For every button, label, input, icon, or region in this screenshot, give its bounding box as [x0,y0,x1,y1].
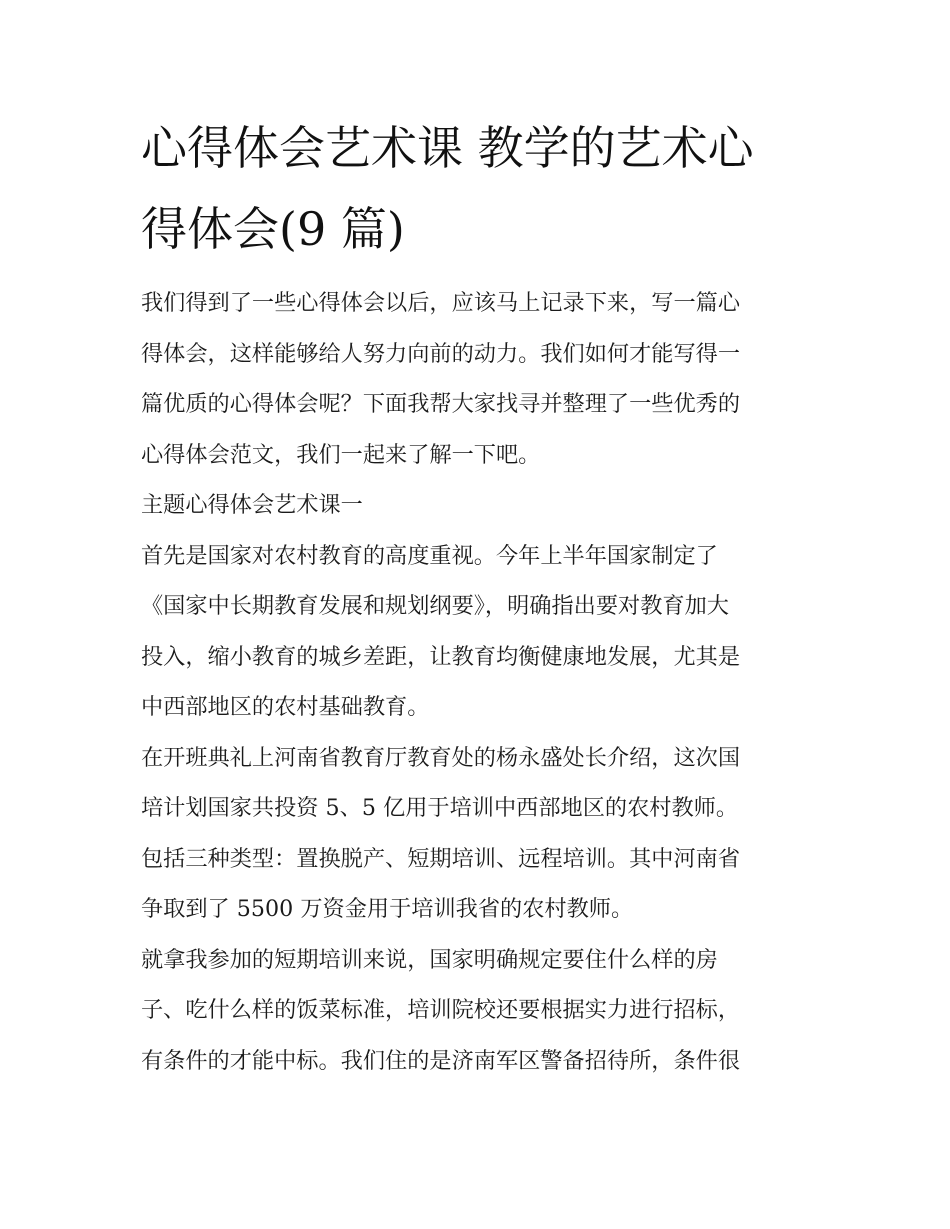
body-line: 争取到了 5500 万资金用于培训我省的农村教师。 [141,896,634,922]
body-line: 心得体会范文，我们一起来了解一下吧。 [141,441,541,468]
body-line: 就拿我参加的短期培训来说，国家明确规定要住什么样的房 [141,946,718,973]
body-line: 中西部地区的农村基础教育。 [141,694,430,720]
body-line: 子、吃什么样的饭菜标准，培训院校还要根据实力进行招标， [141,997,741,1023]
body-line: 篇优质的心得体会呢？下面我帮大家找寻并整理了一些优秀的 [141,391,741,417]
body-line: 在开班典礼上河南省教育厅教育处的杨永盛处长介绍，这次国 [141,744,741,771]
body-line: 我们得到了一些心得体会以后，应该马上记录下来，写一篇心 [141,290,741,316]
body-line: 包括三种类型：置换脱产、短期培训、远程培训。其中河南省 [141,845,741,872]
body-line: 《国家中长期教育发展和规划纲要》，明确指出要对教育加大 [141,593,729,619]
body-line: 得体会，这样能够给人努力向前的动力。我们如何才能写得一 [141,340,741,367]
title-line: 得体会(9 篇) [141,202,405,256]
document-body [141,278,811,1086]
body-line: 有条件的才能中标。我们住的是济南军区警备招待所，条件很 [141,1047,741,1074]
body-line: 投入，缩小教育的城乡差距，让教育均衡健康地发展，尤其是 [141,643,741,670]
document-title [141,108,821,270]
title-line: 心得体会艺术课 教学的艺术心 [141,121,754,175]
body-line: 首先是国家对农村教育的高度重视。今年上半年国家制定了 [141,542,718,569]
section-heading: 主题心得体会艺术课一 [141,492,363,518]
body-line: 培计划国家共投资 5、5 亿用于培训中西部地区的农村教师。 [141,795,739,821]
